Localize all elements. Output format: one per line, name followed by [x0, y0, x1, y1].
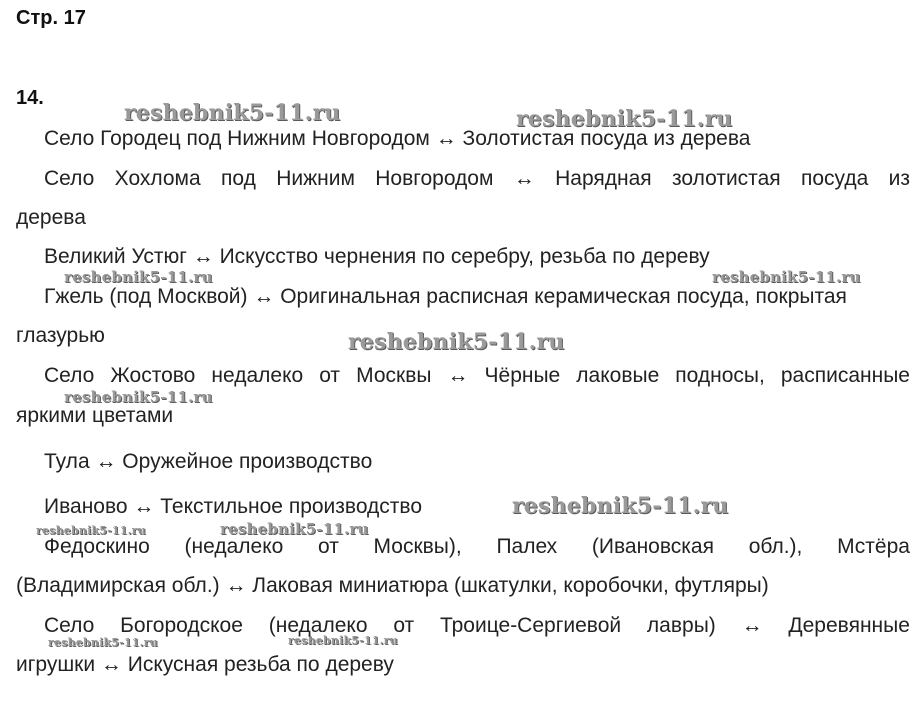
word: Хохлома	[114, 167, 201, 190]
watermark: reshebnik5-11.ru	[36, 524, 146, 537]
word: Нарядная	[555, 167, 652, 190]
answer-line-justified	[44, 535, 910, 559]
word: из	[888, 167, 910, 190]
word: Жостово	[110, 364, 196, 387]
arrow: ↔	[447, 364, 469, 387]
word: Москвы	[356, 364, 432, 387]
exercise-number: 14.	[16, 87, 44, 109]
answer-line-justified	[44, 364, 910, 388]
watermark: reshebnik5-11.ru	[516, 106, 733, 132]
word: золотистая	[672, 167, 781, 190]
watermark: reshebnik5-11.ru	[220, 520, 369, 538]
watermark: reshebnik5-11.ru	[48, 636, 158, 649]
answer-line: Гжель (под Москвой) ↔ Оригинальная расписная керамическая посуда, покрытая	[44, 285, 847, 308]
word: от	[319, 364, 341, 387]
arrow: ↔	[513, 167, 535, 190]
word: (недалеко	[268, 614, 368, 637]
answer-line: Великий Устюг ↔ Искусство чернения по серебру, резьба по дереву	[44, 245, 710, 268]
word: Новгородом	[375, 167, 494, 190]
watermark: reshebnik5-11.ru	[64, 268, 213, 286]
word: от	[393, 614, 415, 637]
watermark: reshebnik5-11.ru	[288, 634, 398, 647]
word: Мстёра	[837, 535, 910, 558]
word: Богородское	[120, 614, 243, 637]
answer-line: игрушки ↔ Искусная резьба по дереву	[16, 653, 394, 676]
arrow: ↔	[741, 614, 763, 637]
answer-line: дерева	[16, 206, 86, 229]
watermark: reshebnik5-11.ru	[712, 268, 861, 286]
word: Чёрные	[484, 364, 561, 387]
watermark: reshebnik5-11.ru	[512, 493, 729, 519]
word: Село	[44, 364, 95, 387]
word: Троице-Сергиевой	[439, 614, 622, 637]
word: лавры)	[646, 614, 716, 637]
answer-line: глазурью	[16, 324, 105, 347]
word: Федоскино	[44, 535, 150, 558]
word: подносы,	[675, 364, 765, 387]
word: Деревянные	[788, 614, 910, 637]
word: обл.),	[748, 535, 803, 558]
answer-line-justified	[44, 167, 910, 191]
watermark: reshebnik5-11.ru	[348, 329, 565, 355]
word: Палех	[496, 535, 558, 558]
word: Москвы),	[373, 535, 462, 558]
word: (недалеко	[184, 535, 284, 558]
answer-line-justified	[44, 614, 910, 638]
word: под	[221, 167, 256, 190]
answer-line: Иваново ↔ Текстильное производство	[44, 495, 423, 518]
answer-line: (Владимирская обл.) ↔ Лаковая миниатюра (шкатулки, коробочки, футляры)	[16, 574, 769, 597]
answer-line: Село Городец под Нижним Новгородом ↔ Золотистая посуда из дерева	[44, 127, 751, 150]
word: недалеко	[211, 364, 304, 387]
word: посуда	[800, 167, 869, 190]
word: от	[318, 535, 339, 558]
watermark: reshebnik5-11.ru	[64, 388, 213, 406]
word: лаковые	[576, 364, 660, 387]
word: Село	[44, 614, 95, 637]
word: Село	[44, 167, 95, 190]
word: Нижним	[276, 167, 355, 190]
word: (Ивановская	[591, 535, 714, 558]
answer-line: яркими цветами	[16, 404, 174, 427]
page-reference: Стр. 17	[16, 7, 86, 29]
word: расписанные	[780, 364, 910, 387]
watermark: reshebnik5-11.ru	[124, 100, 341, 126]
answer-line: Тула ↔ Оружейное производство	[44, 450, 373, 473]
